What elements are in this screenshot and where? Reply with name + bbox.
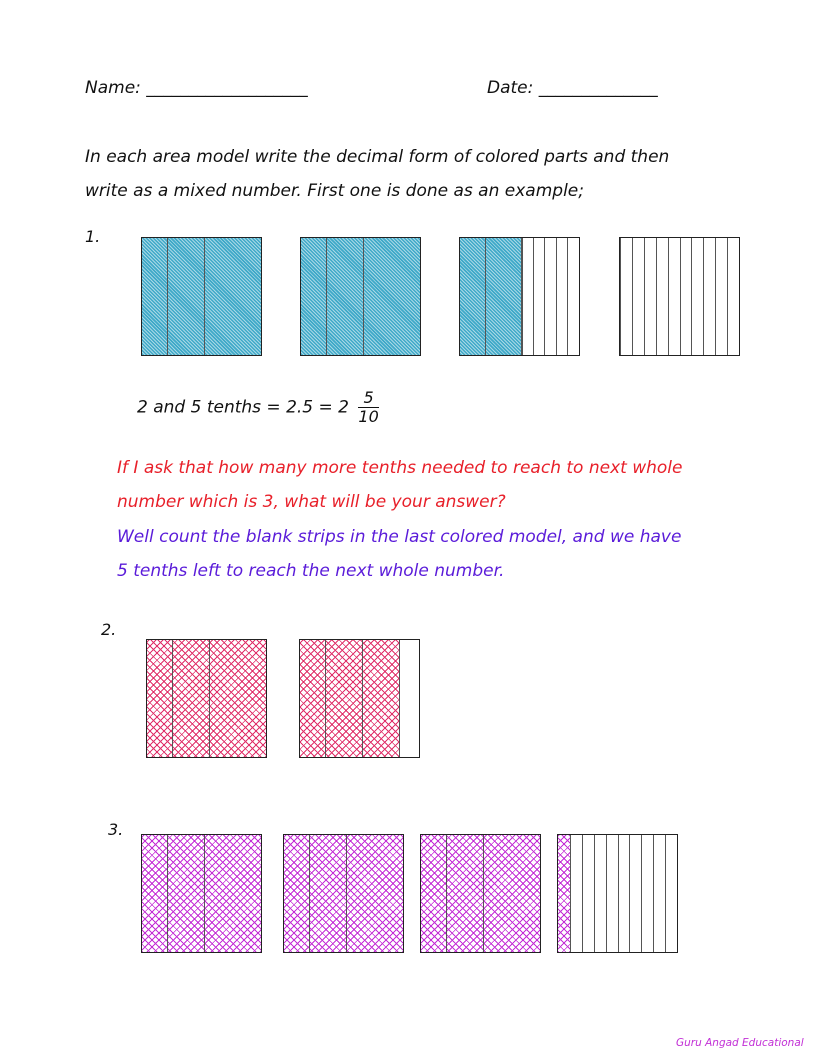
area-model (146, 639, 267, 758)
strip-divider (632, 238, 633, 355)
instructions-line-1: In each area model write the decimal form of colored parts and then (85, 147, 670, 167)
strip-divider (618, 835, 619, 952)
colored-region (421, 835, 540, 952)
strip-divider (715, 238, 716, 355)
colored-region (460, 238, 521, 355)
strip-divider (167, 238, 168, 355)
strip-divider (570, 835, 571, 952)
colored-region (147, 640, 266, 757)
strip-divider (665, 835, 666, 952)
area-model (283, 834, 404, 953)
area-model (141, 834, 262, 953)
strip-divider (325, 640, 326, 757)
area-model (420, 834, 541, 953)
strip-divider (326, 238, 327, 355)
strip-divider (644, 238, 645, 355)
answer-line-1: Well count the blank strips in the last colored model, and we have (117, 527, 682, 547)
strip-divider (346, 835, 347, 952)
strip-divider (362, 640, 363, 757)
answer (117, 520, 681, 588)
fraction-denominator: 10 (358, 407, 379, 426)
area-model (557, 834, 678, 953)
strip-divider (483, 835, 484, 952)
strip-divider (567, 238, 568, 355)
name-line (85, 78, 308, 98)
instructions (85, 140, 669, 208)
strip-divider (204, 835, 205, 952)
strip-divider (582, 835, 583, 952)
colored-region (558, 835, 570, 952)
question-line-1: If I ask that how many more tenths needed to reach to next whole (117, 458, 683, 478)
strip-divider (556, 238, 557, 355)
strip-divider (544, 238, 545, 355)
strip-divider (399, 640, 400, 757)
area-model (299, 639, 420, 758)
strip-divider (309, 835, 310, 952)
strip-divider (703, 238, 704, 355)
footer-credit: Guru Angad Educational (676, 1037, 804, 1049)
colored-region (300, 640, 399, 757)
strip-divider (446, 835, 447, 952)
example-text: 2 and 5 tenths = 2.5 = 2 (137, 397, 349, 418)
strip-divider (629, 835, 630, 952)
strip-divider (522, 238, 523, 355)
strip-divider (521, 238, 522, 355)
strip-divider (172, 640, 173, 757)
strip-divider (533, 238, 534, 355)
problem-3-number: 3. (108, 820, 124, 839)
area-model (141, 237, 262, 356)
question-line-2: number which is 3, what will be your answer? (117, 492, 506, 512)
strip-divider (653, 835, 654, 952)
fraction-numerator: 5 (363, 388, 374, 407)
strip-divider (727, 238, 728, 355)
strip-divider (167, 835, 168, 952)
area-model (619, 237, 740, 356)
strip-divider (204, 238, 205, 355)
question (117, 451, 682, 519)
problem-1-number: 1. (85, 227, 101, 246)
colored-region (142, 238, 261, 355)
instructions-line-2: write as a mixed number. First one is done as an example; (85, 181, 584, 201)
strip-divider (668, 238, 669, 355)
strip-divider (485, 238, 486, 355)
strip-divider (691, 238, 692, 355)
answer-line-2: 5 tenths left to reach the next whole number. (117, 561, 505, 581)
area-model (459, 237, 580, 356)
problem-2-number: 2. (101, 620, 117, 639)
name-label: Name: (85, 78, 141, 98)
area-model (300, 237, 421, 356)
strip-divider (680, 238, 681, 355)
date-label: Date: (487, 78, 534, 98)
colored-region (142, 835, 261, 952)
strip-divider (606, 835, 607, 952)
example-answer (137, 390, 379, 425)
strip-divider (594, 835, 595, 952)
strip-divider (363, 238, 364, 355)
date-line (487, 78, 658, 98)
name-blank[interactable]: ___________________ (146, 78, 308, 98)
date-blank[interactable]: ______________ (538, 78, 658, 98)
strip-divider (641, 835, 642, 952)
colored-region (301, 238, 420, 355)
strip-divider (209, 640, 210, 757)
colored-region (284, 835, 403, 952)
strip-divider (656, 238, 657, 355)
example-fraction (358, 390, 378, 425)
strip-divider (620, 238, 621, 355)
